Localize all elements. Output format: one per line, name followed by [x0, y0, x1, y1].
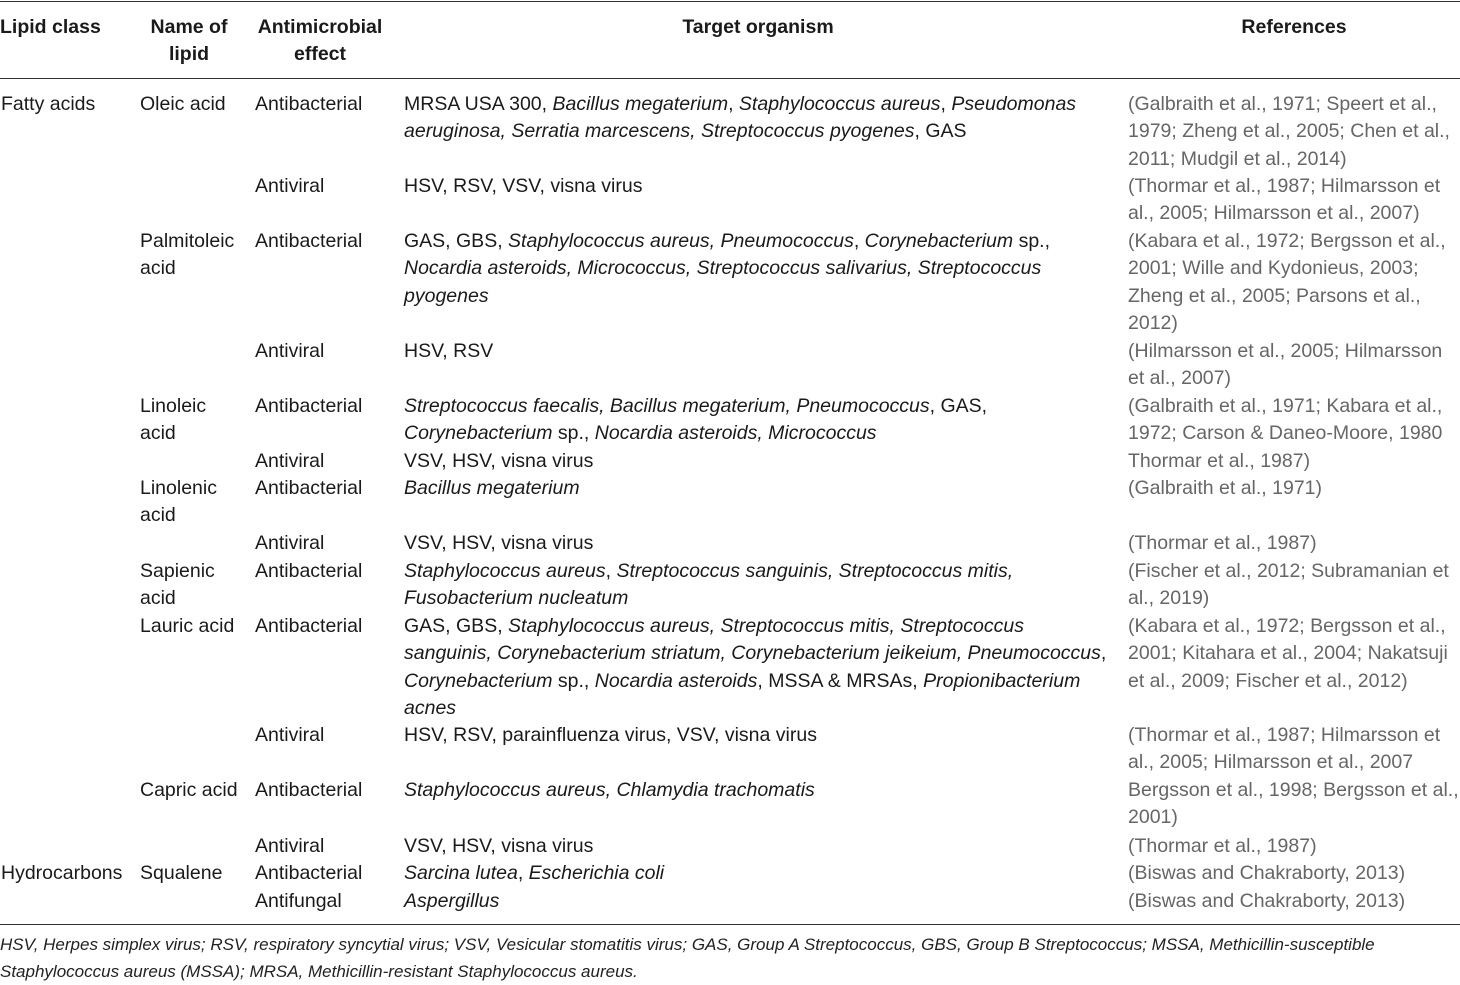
effect-cell: Antiviral [255, 450, 325, 472]
target-organism-cell: MRSA USA 300, Bacillus megaterium, Staphylococcus aureus, Pseudomonas aeruginosa, Serratia marcescens, Streptococcus pyogenes, GAS [404, 93, 1077, 143]
references-cell: (Biswas and Chakraborty, 2013) [1128, 890, 1406, 912]
references-cell: (Thormar et al., 1987; Hilmarsson et al., 2005; Hilmarsson et al., 2007 [1128, 724, 1441, 774]
references-cell: Thormar et al., 1987) [1128, 450, 1311, 472]
effect-cell: Antiviral [255, 175, 325, 197]
effect-cell: Antibacterial [255, 230, 363, 252]
lipid-class-cell: Fatty acids [1, 93, 96, 115]
effect-cell: Antibacterial [255, 395, 363, 417]
target-organism-cell: GAS, GBS, Staphylococcus aureus, Pneumococcus, Corynebacterium sp., Nocardia asteroids, Micrococcus, Streptococcus salivarius, Streptococcus pyogenes [404, 230, 1051, 307]
table-bottom-rule [0, 924, 1460, 925]
references-cell: (Biswas and Chakraborty, 2013) [1128, 862, 1406, 884]
lipid-name-cell: Squalene [140, 862, 223, 884]
table-top-rule [0, 1, 1460, 2]
lipid-name-cell: Palmitoleic acid [140, 230, 235, 280]
target-organism-cell: Streptococcus faecalis, Bacillus megaterium, Pneumococcus, GAS, Corynebacterium sp., Nocardia asteroids, Micrococcus [404, 395, 988, 445]
references-cell: (Kabara et al., 1972; Bergsson et al., 2001; Kitahara et al., 2004; Nakatsuji et al., 2009; Fischer et al., 2012) [1128, 615, 1448, 692]
header-bottom-rule [0, 78, 1460, 79]
effect-cell: Antibacterial [255, 779, 363, 801]
table-footnote: HSV, Herpes simplex virus; RSV, respiratory syncytial virus; VSV, Vesicular stomatitis virus; GAS, Group A Streptococcus, GBS, Group B Streptococcus; MSSA, Methicillin-susceptible Staphylococcus aureus (MSSA); MRSA, Methicillin-resistant Staphylococcus aureus. [0, 935, 1375, 981]
lipid-name-cell: Lauric acid [140, 615, 235, 637]
lipid-class-cell: Hydrocarbons [1, 862, 123, 884]
effect-cell: Antibacterial [255, 560, 363, 582]
effect-cell: Antiviral [255, 724, 325, 746]
effect-cell: Antiviral [255, 835, 325, 857]
target-organism-cell: Aspergillus [404, 890, 500, 912]
target-organism-cell: VSV, HSV, visna virus [404, 835, 594, 857]
target-organism-cell: HSV, RSV, VSV, visna virus [404, 175, 643, 197]
references-cell: Bergsson et al., 1998; Bergsson et al., 2001) [1128, 779, 1459, 829]
effect-cell: Antiviral [255, 532, 325, 554]
lipid-name-cell: Linolenic acid [140, 477, 217, 527]
target-organism-cell: Bacillus megaterium [404, 477, 580, 499]
lipid-name-cell: Capric acid [140, 779, 238, 801]
effect-cell: Antibacterial [255, 615, 363, 637]
references-cell: (Thormar et al., 1987) [1128, 835, 1317, 857]
lipid-name-cell: Sapienic acid [140, 560, 215, 610]
header-lipid-class: Lipid class [0, 16, 101, 38]
effect-cell: Antifungal [255, 890, 342, 912]
effect-cell: Antibacterial [255, 93, 363, 115]
header-references: References [1241, 16, 1347, 38]
target-organism-cell: GAS, GBS, Staphylococcus aureus, Streptococcus mitis, Streptococcus sanguinis, Corynebacterium striatum, Corynebacterium jeikeium, Pneumococcus, Corynebacterium sp., Nocardia asteroids, MSSA & MRSAs, Propionibacterium acnes [404, 615, 1107, 720]
target-organism-cell: VSV, HSV, visna virus [404, 532, 594, 554]
target-organism-cell: HSV, RSV [404, 340, 494, 362]
target-organism-cell: VSV, HSV, visna virus [404, 450, 594, 472]
effect-cell: Antiviral [255, 340, 325, 362]
target-organism-cell: Staphylococcus aureus, Chlamydia trachomatis [404, 779, 815, 801]
target-organism-cell: HSV, RSV, parainfluenza virus, VSV, visna virus [404, 724, 817, 746]
header-antimicrobial-effect: Antimicrobial effect [257, 16, 383, 65]
references-cell: (Hilmarsson et al., 2005; Hilmarsson et al., 2007) [1128, 340, 1443, 390]
references-cell: (Thormar et al., 1987; Hilmarsson et al., 2005; Hilmarsson et al., 2007) [1128, 175, 1441, 225]
header-name-of-lipid: Name of lipid [150, 16, 228, 65]
lipid-name-cell: Oleic acid [140, 93, 226, 115]
references-cell: (Galbraith et al., 1971) [1128, 477, 1323, 499]
effect-cell: Antibacterial [255, 862, 363, 884]
references-cell: (Thormar et al., 1987) [1128, 532, 1317, 554]
target-organism-cell: Staphylococcus aureus, Streptococcus sanguinis, Streptococcus mitis, Fusobacterium nucleatum [404, 560, 1014, 610]
lipid-name-cell: Linoleic acid [140, 395, 207, 445]
references-cell: (Galbraith et al., 1971; Speert et al., 1979; Zheng et al., 2005; Chen et al., 2011; Mudgil et al., 2014) [1128, 93, 1450, 170]
header-target-organism: Target organism [682, 16, 834, 38]
references-cell: (Galbraith et al., 1971; Kabara et al., 1972; Carson & Daneo-Moore, 1980 [1128, 395, 1443, 445]
target-organism-cell: Sarcina lutea, Escherichia coli [404, 862, 665, 884]
references-cell: (Fischer et al., 2012; Subramanian et al., 2019) [1128, 560, 1449, 610]
effect-cell: Antibacterial [255, 477, 363, 499]
references-cell: (Kabara et al., 1972; Bergsson et al., 2001; Wille and Kydonieus, 2003; Zheng et al., 2005; Parsons et al., 2012) [1128, 230, 1446, 335]
